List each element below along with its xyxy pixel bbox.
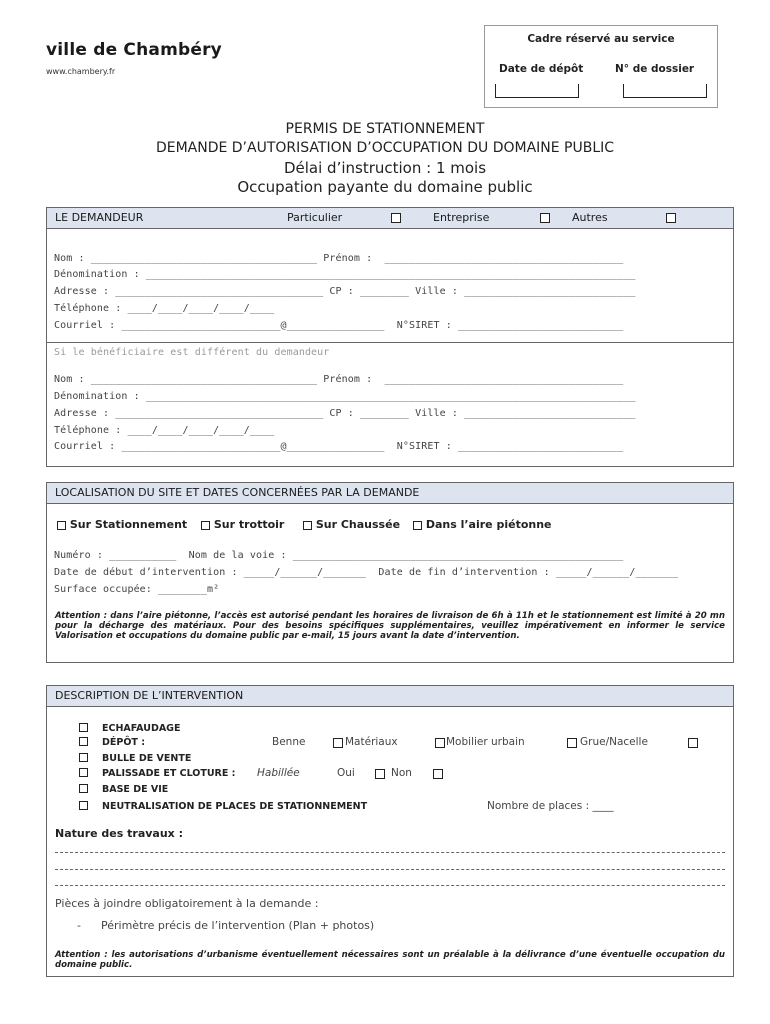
checkbox-trottoir[interactable] — [201, 521, 210, 530]
option-trottoir[interactable] — [201, 518, 284, 531]
palissade-label: PALISSADE ET CLOTURE : — [102, 768, 236, 779]
checkbox-base-vie[interactable] — [79, 784, 88, 793]
field-denomination-beneficiaire[interactable]: Dénomination : ________________________________________________________________________________ — [54, 391, 636, 402]
date-depot-field[interactable] — [495, 84, 579, 98]
beneficiaire-note: Si le bénéficiaire est différent du demandeur — [54, 347, 330, 358]
field-telephone[interactable]: Téléphone : ____/____/____/____/____ — [54, 303, 275, 314]
option-entreprise-label: Entreprise — [433, 211, 490, 224]
checkbox-bulle[interactable] — [79, 753, 88, 762]
bullet-dash: - — [77, 919, 81, 932]
mobilier-label: Mobilier urbain — [446, 736, 525, 748]
field-nom-beneficiaire[interactable]: Nom : _____________________________________ Prénom : _______________________________________ — [54, 374, 624, 385]
materiaux-label: Matériaux — [345, 736, 398, 748]
urbanisme-warning: Attention : les autorisations d’urbanisme éventuellement nécessaires sont un préalable à la délivrance d’une éventuelle occupation du domaine public. — [55, 950, 725, 970]
neutralisation-label: NEUTRALISATION DE PLACES DE STATIONNEMENT — [102, 801, 368, 812]
option-aire-pietonne-label: Dans l’aire piétonne — [425, 518, 552, 531]
checkbox-autres[interactable] — [666, 213, 676, 223]
section-localisation-title: LOCALISATION DU SITE ET DATES CONCERNÉES PAR LA DEMANDE — [55, 486, 420, 499]
nombre-places-field[interactable]: Nombre de places : ____ — [487, 800, 614, 812]
checkbox-palissade[interactable] — [79, 768, 88, 777]
nature-label: Nature des travaux : — [55, 827, 183, 840]
title-line-3: Délai d’instruction : 1 mois — [283, 159, 487, 177]
checkbox-entreprise[interactable] — [540, 213, 550, 223]
nature-line-1[interactable] — [55, 852, 725, 853]
checkbox-mobilier[interactable] — [567, 738, 577, 748]
pieces-label: Pièces à joindre obligatoirement à la demande : — [55, 897, 319, 910]
checkbox-particulier[interactable] — [391, 213, 401, 223]
field-telephone-beneficiaire[interactable]: Téléphone : ____/____/____/____/____ — [54, 425, 275, 436]
title-line-4: Occupation payante du domaine public — [237, 178, 533, 196]
checkbox-materiaux[interactable] — [435, 738, 445, 748]
section-intervention-header — [47, 686, 733, 707]
title-line-2: DEMANDE D’AUTORISATION D’OCCUPATION DU DOMAINE PUBLIC — [155, 140, 615, 156]
option-trottoir-label: Sur trottoir — [213, 518, 285, 531]
reserved-title: Cadre réservé au service — [527, 33, 675, 45]
field-dates[interactable]: Date de début d’intervention : _____/______/_______ Date de fin d’intervention : _____/______/_______ — [54, 567, 679, 578]
field-adresse[interactable]: Adresse : __________________________________ CP : ________ Ville : ____________________________ — [54, 286, 636, 297]
section-localisation — [46, 482, 734, 663]
checkbox-stationnement[interactable] — [57, 521, 66, 530]
field-surface[interactable]: Surface occupée: ________m² — [54, 584, 220, 595]
checkbox-aire-pietonne[interactable] — [413, 521, 422, 530]
website-url: www.chambery.fr — [46, 67, 116, 76]
checkbox-oui[interactable] — [375, 769, 385, 779]
field-adresse-beneficiaire[interactable]: Adresse : __________________________________ CP : ________ Ville : ____________________________ — [54, 408, 636, 419]
section-intervention — [46, 685, 734, 977]
option-stationnement-label: Sur Stationnement — [69, 518, 188, 531]
benne-label: Benne — [272, 736, 306, 748]
section-localisation-header — [47, 483, 733, 504]
section-demandeur-header — [47, 208, 733, 229]
option-autres-label: Autres — [572, 211, 608, 224]
field-courriel[interactable]: Courriel : __________________________@________________ N°SIRET : ___________________________ — [54, 320, 624, 331]
title-line-1: PERMIS DE STATIONNEMENT — [285, 121, 485, 137]
checkbox-depot[interactable] — [79, 737, 88, 746]
dossier-label: N° de dossier — [615, 63, 695, 75]
grue-label: Grue/Nacelle — [580, 736, 648, 748]
non-label: Non — [391, 767, 412, 779]
checkbox-echafaudage[interactable] — [79, 723, 88, 732]
date-depot-label: Date de dépôt — [499, 63, 584, 75]
piece-1: Périmètre précis de l’intervention (Plan + photos) — [101, 919, 375, 932]
nature-line-2[interactable] — [55, 869, 725, 870]
section-demandeur — [46, 207, 734, 467]
option-chaussee-label: Sur Chaussée — [315, 518, 401, 531]
option-particulier-label: Particulier — [287, 211, 343, 224]
section-demandeur-title: LE DEMANDEUR — [55, 211, 144, 224]
divider — [47, 342, 733, 343]
depot-label: DÉPÔT : — [102, 737, 146, 748]
checkbox-non[interactable] — [433, 769, 443, 779]
nature-line-3[interactable] — [55, 885, 725, 886]
section-intervention-title: DESCRIPTION DE L’INTERVENTION — [55, 689, 244, 702]
habillee-label: Habillée — [257, 767, 300, 779]
oui-label: Oui — [337, 767, 355, 779]
dossier-field[interactable] — [623, 84, 707, 98]
brand-name: ville de Chambéry — [46, 40, 222, 60]
checkbox-benne[interactable] — [333, 738, 343, 748]
pietonne-warning: Attention : dans l’aire piétonne, l’accès est autorisé pendant les horaires de livraison de 6h à 11h et le stationnement est limité à 20 mn pour la décharge des matériaux. Pour des besoins spécifiques supplémentaires, veuillez impérativement en informer le service Valorisation et occupations du domaine public par e-mail, 15 jours avant la date d’intervention. — [55, 611, 725, 641]
echafaudage-label: ECHAFAUDAGE — [102, 723, 181, 734]
field-courriel-beneficiaire[interactable]: Courriel : __________________________@________________ N°SIRET : ___________________________ — [54, 441, 624, 452]
reserved-box — [484, 25, 718, 108]
checkbox-chaussee[interactable] — [303, 521, 312, 530]
checkbox-grue[interactable] — [688, 738, 698, 748]
field-denomination[interactable]: Dénomination : ________________________________________________________________________________ — [54, 269, 636, 280]
option-stationnement[interactable] — [57, 518, 187, 531]
field-numero-voie[interactable]: Numéro : ___________ Nom de la voie : ______________________________________________________ — [54, 550, 624, 561]
base-vie-label: BASE DE VIE — [102, 784, 169, 795]
field-nom[interactable]: Nom : _____________________________________ Prénom : _______________________________________ — [54, 253, 624, 264]
option-aire-pietonne[interactable] — [413, 518, 552, 531]
bulle-label: BULLE DE VENTE — [102, 753, 192, 764]
checkbox-neutralisation[interactable] — [79, 801, 88, 810]
option-chaussee[interactable] — [303, 518, 400, 531]
